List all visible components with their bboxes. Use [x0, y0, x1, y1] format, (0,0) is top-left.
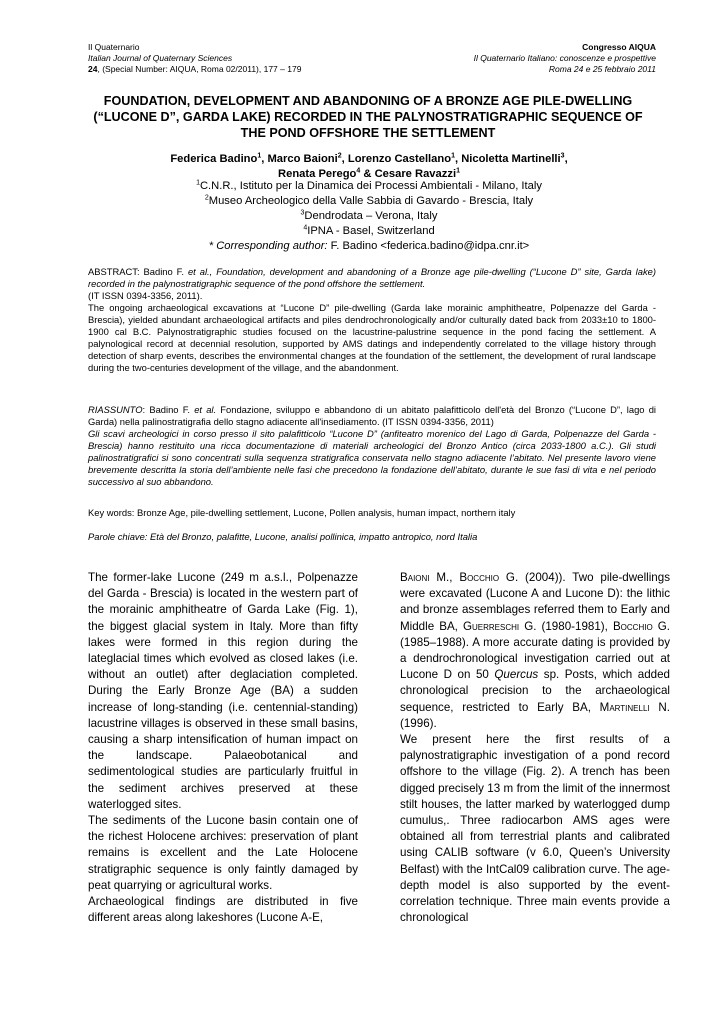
- author: Nicoletta Martinelli$^3$,: [461, 152, 568, 165]
- corresponding-author: * Corresponding author: F. Badino <federica.badino@idpa.cnr.it>: [208, 240, 530, 252]
- author-list: [88, 152, 650, 181]
- affiliations: [88, 179, 650, 254]
- author: Cesare Ravazzi$^1$: [374, 166, 460, 180]
- volume-number: 24: [88, 64, 98, 74]
- abstract-body: The ongoing archaeological excavations at “Lucone D” pile-dwelling (Garda lake morainic amphitheatre, Polpenazze del Garda - Brescia), yielded abundant archaeological artifacts and piles dendrochronologically and/or culturally dated back from 2033±10 to 1800-1900 cal B.C. Palynostratigraphic studies focused on the lacustrine-palustrine sequence in the pond facing the settlement. A palynological record at decennial resolution, supported by AMS datings and independently correlated to the village history through detection of sharp events, describes the environmental changes at the foundation of the settlement, the development of rural landscape during the two-centuries development of the village, and the abandonment.: [88, 302, 656, 373]
- body-left-column: [88, 570, 358, 926]
- riassunto-body: Gli scavi archeologici in corso presso il sito palafitticolo “Lucone D” (anfiteatro morenico del Lago di Garda, Polpenazze del Garda - Brescia) hanno restituito una ricca documentazione di materiali archeologici del Bronzo Antico (circa 2033-1800 a.C.). Gli studi palinostratigrafici si sono concentrati sulla sequenza stratigrafica conservata nello stagno adiacente l’abitato. Nel presente lavoro viene brevemente descritta la storia dell’ambiente nelle fasi che precedono la fondazione dell’abitato, durante le sue fasi di vita e nel periodo successivo al suo abbandono.: [88, 428, 656, 487]
- abstract: [88, 266, 656, 374]
- paragraph: The sediments of the Lucone basin contain one of the richest Holocene archives: preservation of plant remains is excellent and the Late Holocene stratigraphic sequence is only faintly damaged by peat quarrying or agricultural works.: [88, 814, 358, 892]
- riassunto: [88, 404, 656, 488]
- congress-header: [356, 42, 656, 75]
- body-right-column: [400, 570, 670, 926]
- congress-date: Roma 24 e 25 febbraio 2011: [548, 64, 656, 74]
- parole-chiave: Parole chiave: Età del Bronzo, palafitte, Lucone, analisi pollinica, impatto antropico, nord Italia: [88, 531, 478, 542]
- riassunto-citation: RIASSUNTO: Badino F. et al. Fondazione, sviluppo e abbandono di un abitato palafitticolo dell'età del Bronzo (“Lucone D”, lago di Garda) nella palinostratigrafia dello stagno adiacente all'insediamento. (IT ISSN 0394-3356, 2011): [88, 404, 656, 427]
- affiliation: $^1$C.N.R., Istituto per la Dinamica dei Processi Ambientali - Milano, Italy: [196, 179, 542, 192]
- paper-title: FOUNDATION, DEVELOPMENT AND ABANDONING OF A BRONZE AGE PILE-DWELLING (“LUCONE D”, GARDA LAKE) RECORDED IN THE PALYNOSTRATIGRAPHIC SEQUENCE OF THE POND OFFSHORE THE SETTLEMENT: [93, 94, 643, 140]
- affiliation: $^2$Museo Archeologico della Valle Sabbia di Gavardo - Brescia, Italy: [204, 194, 534, 207]
- paragraph: Baioni M., Bocchio G. (2004)). Two pile-dwellings were excavated (Lucone A and Lucone D): the lithic and bronze assemblages referred them to Early and Middle BA, Guerreschi G. (1980-1981), Bocchio G. (1985–1988). A more accurate dating is provided by a dendrochronological investigation carried out at Lucone D on 50 Quercus sp. Posts, which added chronological precision to the archaeological sequence, restricted to Early BA, Martinelli N. (1996).: [400, 571, 670, 730]
- abstract-issn: (IT ISSN 0394-3356, 2011).: [88, 290, 203, 301]
- congress-subtitle: Il Quaternario Italiano: conoscenze e prospettive: [473, 53, 656, 63]
- author: Marco Baioni$^2$,: [267, 152, 348, 165]
- paragraph: Archaeological findings are distributed in five different areas along lakeshores (Lucone A-E,: [88, 895, 358, 925]
- paragraph: We present here the first results of a palynostratigraphic investigation of a pond record offshore to the village (Fig. 2). A trench has been digged precisely 13 m from the limit of the innermost stilt houses, the latter marked by waterlogged dump cumulus,. Three radiocarbon AMS ages were obtained all from terrestrial plants and calibrated using CALIB software (v 6.0, Queen’s University Belfast) with the IntCal09 calibration curve. The age-depth model is also supported by the event-correlation technique. Three main events provide a chronological: [400, 733, 670, 925]
- author: Federica Badino$^1$,: [170, 152, 268, 165]
- issue-details: , (Special Number: AIQUA, Roma 02/2011), 177 – 179: [97, 64, 302, 74]
- paragraph: The former-lake Lucone (249 m a.s.l., Polpenazze del Garda - Brescia) is located in the western part of the morainic amphitheatre of Garda Lake (Fig. 1), the biggest glacial system in Italy. More than fifty lakes were formed in this region during the lateglacial times which evolved as closed lakes (i.e. without an outlet) after deglaciation completed. During the Early Bronze Age (BA) a sudden increase of long-standing (i.e. centennial-standing) lacustrine villages is observed in these small basins, causing a sharp intensification of human impact on the landscape. Palaeobotanical and sedimentological studies are particularly fruitful in the sediment archives preserved at these waterlogged sites.: [88, 571, 358, 811]
- congress-name: Congresso AIQUA: [582, 42, 656, 52]
- journal-name: Il Quaternario: [88, 42, 140, 52]
- keywords: Key words: Bronze Age, pile-dwelling settlement, Lucone, Pollen analysis, human impact, northern italy: [88, 507, 516, 518]
- author: Renata Perego$^4$ &: [278, 166, 375, 180]
- abstract-citation: ABSTRACT: Badino F. et al., Foundation, development and abandoning of a Bronze age pile-dwelling (“Lucone D” site, Garda lake) recorded in the palynostratigraphic sequence of the pond offshore the settlement.: [88, 266, 656, 289]
- affiliation: $^4$IPNA - Basel, Switzerland: [303, 224, 435, 237]
- affiliation: $^3$Dendrodata – Verona, Italy: [300, 209, 438, 222]
- author: Lorenzo Castellano$^1$,: [347, 152, 462, 165]
- journal-subtitle: Italian Journal of Quaternary Sciences: [88, 53, 233, 63]
